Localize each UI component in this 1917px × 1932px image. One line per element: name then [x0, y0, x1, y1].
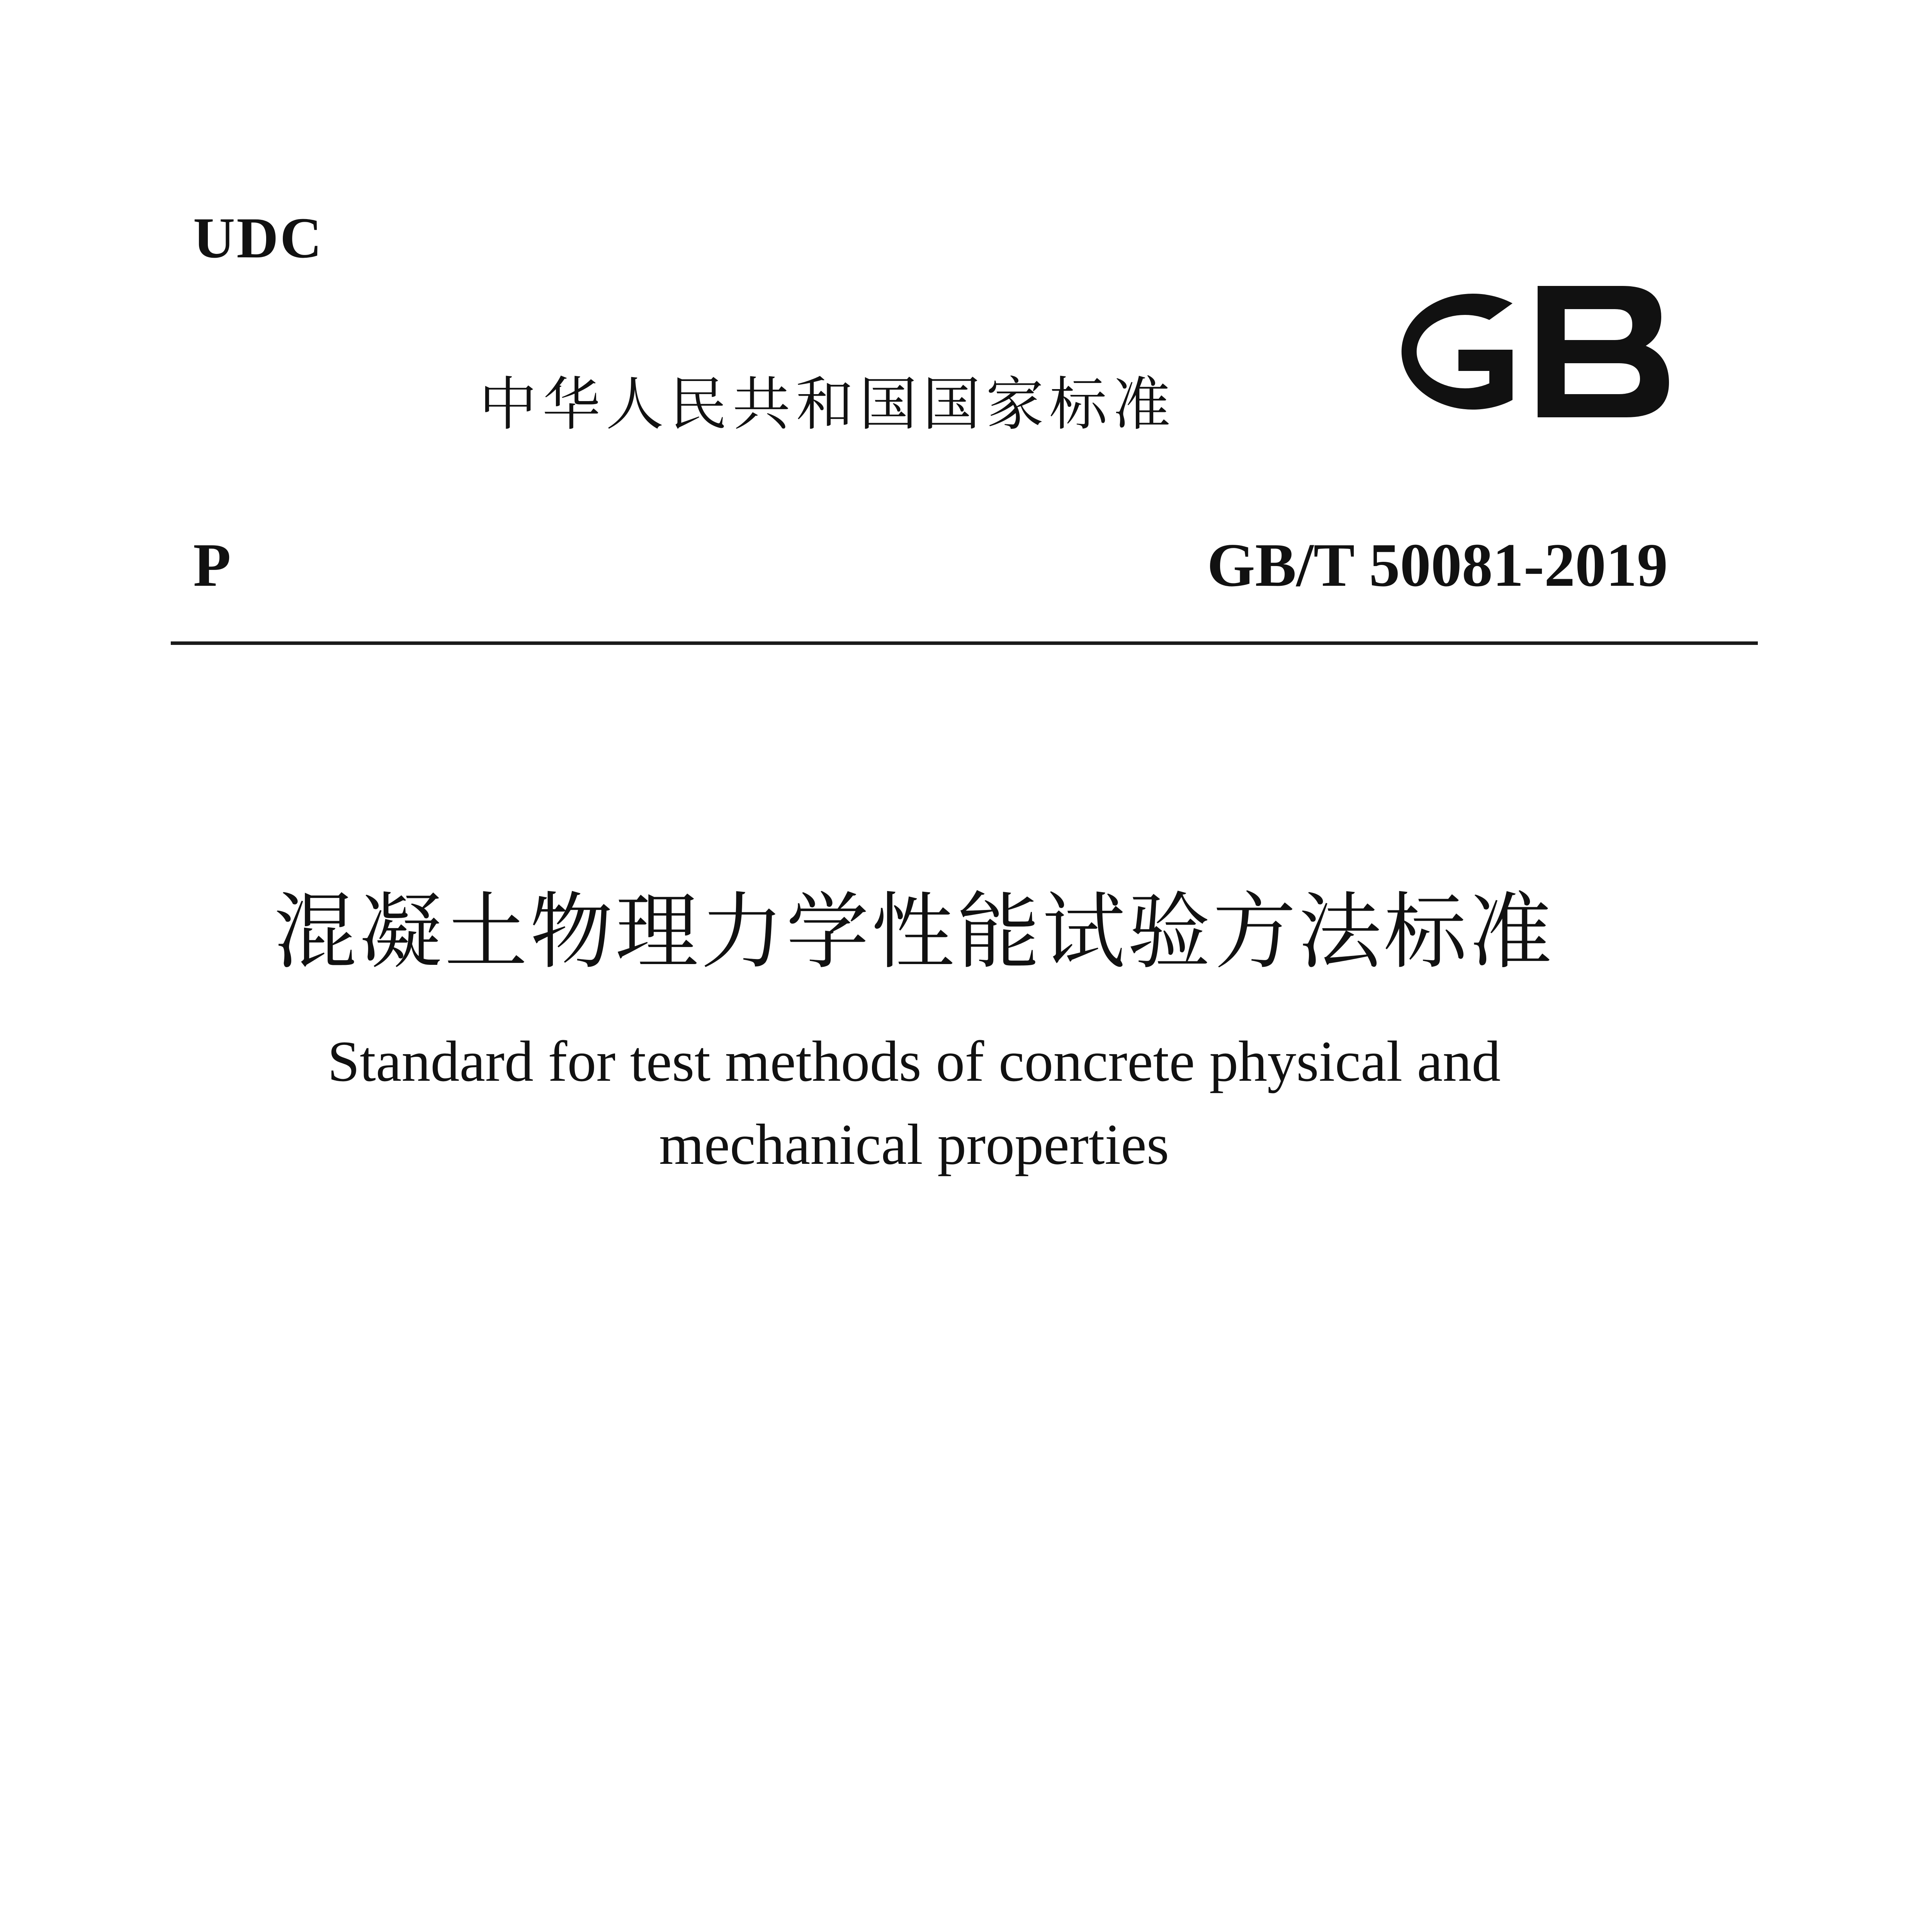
title-english-line-2: mechanical properties [659, 1112, 1169, 1177]
national-standard-heading: 中华人民共和国国家标准 [479, 371, 1176, 438]
udc-label: UDC [193, 206, 323, 270]
title-chinese: 混凝土物理力学性能试验方法标准 [274, 883, 1555, 980]
gb-logo [1375, 270, 1677, 433]
divider-top [171, 641, 1758, 645]
standard-number: GB/T 50081-2019 [1207, 531, 1668, 599]
title-english-line-1: Standard for test methods of concrete physical and [327, 1029, 1501, 1094]
title-english [0, 1020, 1917, 1186]
classification-code: P [193, 531, 231, 599]
